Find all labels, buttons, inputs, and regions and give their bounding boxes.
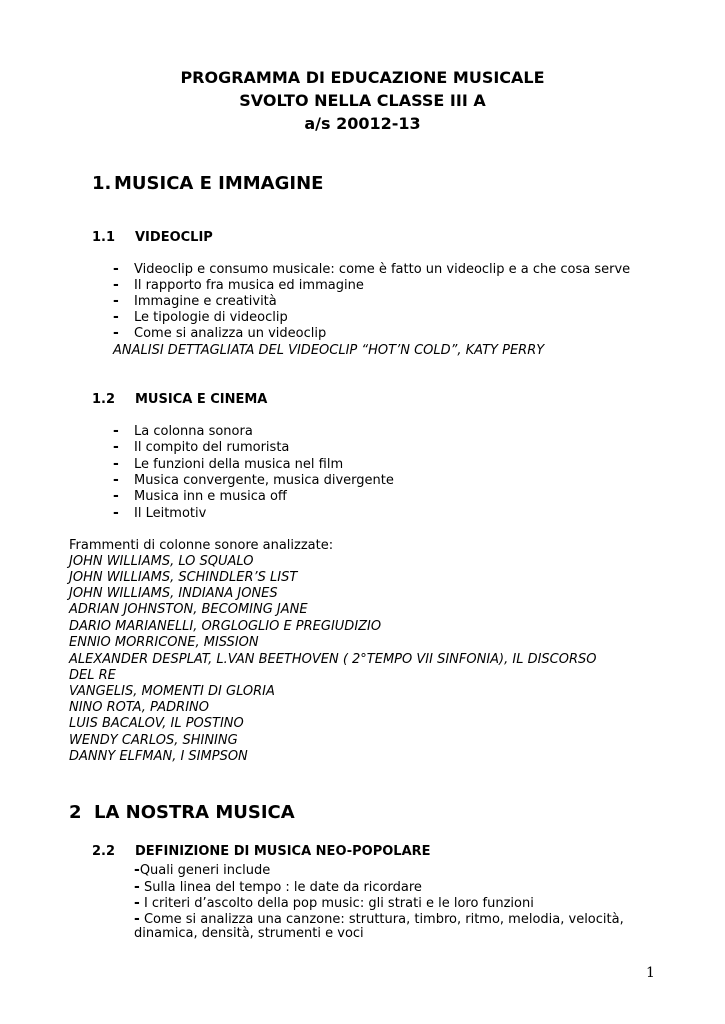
bullet-dash: - xyxy=(113,277,119,293)
bullet-dash: - xyxy=(113,456,119,472)
subsection-1-2-number: 1.2 xyxy=(92,392,116,407)
bullet-dash: - xyxy=(113,439,119,455)
subsection-1-1-number: 1.1 xyxy=(92,230,116,245)
bullet-dash: - xyxy=(134,879,140,895)
bullet-dash: - xyxy=(113,309,119,325)
heading-line-1: PROGRAMMA DI EDUCAZIONE MUSICALE xyxy=(180,68,545,87)
fragment-item: JOHN WILLIAMS, INDIANA JONES xyxy=(69,586,278,601)
list-item-text: Sulla linea del tempo : le date da ricordare xyxy=(139,880,422,895)
fragment-item: NINO ROTA, PADRINO xyxy=(69,700,209,715)
subsection-2-2-title: DEFINIZIONE DI MUSICA NEO-POPOLARE xyxy=(135,844,431,859)
heading-line-2: SVOLTO NELLA CLASSE III A xyxy=(239,91,486,110)
section-2-title: LA NOSTRA MUSICA xyxy=(94,802,295,823)
fragment-item: ALEXANDER DESPLAT, L.VAN BEETHOVEN ( 2°TEMPO VII SINFONIA), IL DISCORSO xyxy=(69,652,597,667)
fragment-item: VANGELIS, MOMENTI DI GLORIA xyxy=(69,684,275,699)
section-2-number: 2 xyxy=(69,802,82,823)
fragment-item: JOHN WILLIAMS, LO SQUALO xyxy=(69,554,254,569)
list-item: Musica convergente, musica divergente xyxy=(134,473,394,488)
list-item: Musica inn e musica off xyxy=(134,489,287,504)
list-item-continuation: dinamica, densità, strumenti e voci xyxy=(134,926,364,941)
bullet-dash: - xyxy=(113,423,119,439)
bullet-dash: - xyxy=(113,472,119,488)
section-1-title: MUSICA E IMMAGINE xyxy=(114,173,324,194)
fragment-item: ADRIAN JOHNSTON, BECOMING JANE xyxy=(69,602,308,617)
list-item: Il compito del rumorista xyxy=(134,440,290,455)
list-item: Il rapporto fra musica ed immagine xyxy=(134,278,364,293)
bullet-dash: - xyxy=(113,505,119,521)
list-item: La colonna sonora xyxy=(134,424,253,439)
fragments-intro: Frammenti di colonne sonore analizzate: xyxy=(69,538,334,553)
section-1-number: 1. xyxy=(92,173,112,194)
fragment-item: JOHN WILLIAMS, SCHINDLER’S LIST xyxy=(69,570,298,585)
list-item: Come si analizza un videoclip xyxy=(134,326,327,341)
fragment-item: DEL RE xyxy=(69,668,116,683)
list-item-text: Come si analizza una canzone: struttura, timbro, ritmo, melodia, velocità, xyxy=(139,912,624,927)
bullet-dash: - xyxy=(134,911,140,927)
subsection-1-2-title: MUSICA E CINEMA xyxy=(135,392,268,407)
list-item: Le tipologie di videoclip xyxy=(134,310,288,325)
fragment-item: ENNIO MORRICONE, MISSION xyxy=(69,635,259,650)
bullet-dash: - xyxy=(134,862,140,878)
subsection-1-1-title: VIDEOCLIP xyxy=(135,230,213,245)
bullet-dash: - xyxy=(113,325,119,341)
fragment-item: DANNY ELFMAN, I SIMPSON xyxy=(69,749,248,764)
list-item: Le funzioni della musica nel film xyxy=(134,457,344,472)
bullet-dash: - xyxy=(113,261,119,277)
fragment-item: DARIO MARIANELLI, ORGLOGLIO E PREGIUDIZIO xyxy=(69,619,382,634)
bullet-dash: - xyxy=(113,488,119,504)
fragment-item: LUIS BACALOV, IL POSTINO xyxy=(69,716,244,731)
list-item: Videoclip e consumo musicale: come è fatto un videoclip e a che cosa serve xyxy=(134,262,631,277)
page-number: 1 xyxy=(646,965,655,981)
list-item: Il Leitmotiv xyxy=(134,506,207,521)
bullet-dash: - xyxy=(134,895,140,911)
fragment-item: WENDY CARLOS, SHINING xyxy=(69,733,238,748)
subsection-2-2-number: 2.2 xyxy=(92,844,116,859)
list-item xyxy=(134,908,624,927)
heading-line-3: a/s 20012-13 xyxy=(304,114,421,133)
videoclip-analysis: ANALISI DETTAGLIATA DEL VIDEOCLIP “HOT’N COLD”, KATY PERRY xyxy=(113,343,545,358)
list-item-text: I criteri d’ascolto della pop music: gli strati e le loro funzioni xyxy=(139,896,534,911)
list-item-text: Quali generi include xyxy=(139,863,271,878)
list-item: Immagine e creatività xyxy=(134,294,277,309)
bullet-dash: - xyxy=(113,293,119,309)
